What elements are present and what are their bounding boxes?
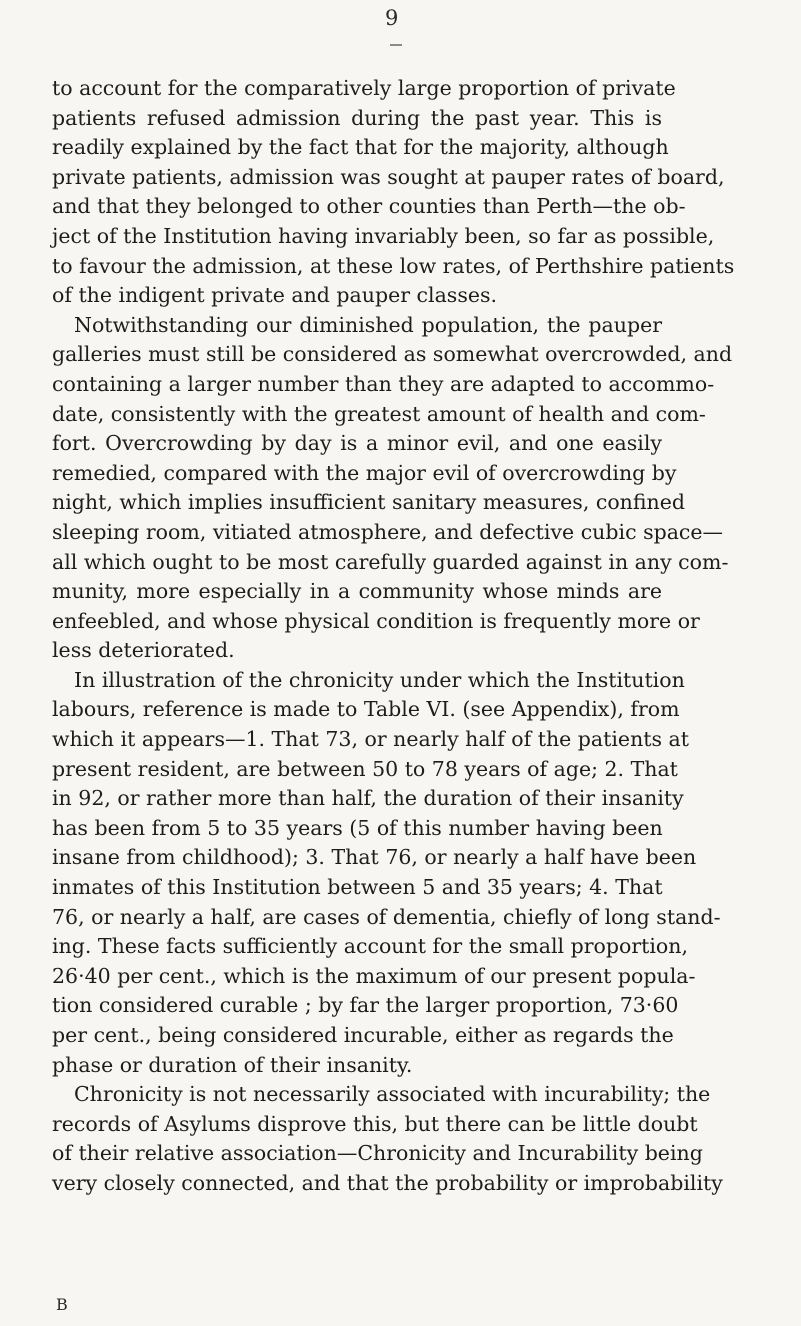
text-line: readily explained by the fact that for the majority, although — [52, 135, 669, 160]
text-line: labours, reference is made to Table VI. (see Appendix), from — [52, 697, 680, 722]
text-line: night, which implies insufficient sanitary measures, confined — [52, 490, 686, 515]
text-line: has been from 5 to 35 years (5 of this number having been — [52, 815, 663, 840]
text-line: In illustration of the chronicity under which the Institution — [74, 667, 685, 692]
text-line: inmates of this Institution between 5 and 35 years; 4. That — [52, 875, 663, 900]
text-line: and that they belonged to other counties than Perth—the ob- — [52, 194, 686, 219]
text-line: 76, or nearly a half, are cases of dementia, chiefly of long stand- — [52, 904, 721, 929]
text-line: of their relative association—Chronicity and Incurability being — [52, 1141, 703, 1166]
text-line: private patients, admission was sought at pauper rates of board, — [52, 164, 725, 189]
paragraph — [52, 1080, 723, 1198]
paragraph — [52, 311, 733, 666]
page-number: 9 — [385, 6, 399, 30]
paragraph — [52, 666, 721, 1080]
paragraph — [52, 74, 735, 311]
header-dash — [390, 44, 402, 46]
text-line: which it appears—1. That 73, or nearly half of the patients at — [52, 727, 690, 752]
text-line: present resident, are between 50 to 78 years of age; 2. That — [52, 756, 678, 781]
text-line: in 92, or rather more than half, the duration of their insanity — [52, 786, 684, 811]
text-line: records of Asylums disprove this, but there can be little doubt — [52, 1111, 698, 1136]
text-line: patients refused admission during the past year. This is — [52, 105, 662, 130]
text-line: fort. Overcrowding by day is a minor evil, and one easily — [52, 431, 662, 456]
text-line: galleries must still be considered as somewhat overcrowded, and — [52, 342, 733, 367]
text-line: less deteriorated. — [52, 638, 235, 663]
text-line: ing. These facts sufficiently account for the small proportion, — [52, 934, 688, 959]
text-line: to account for the comparatively large proportion of private — [52, 76, 676, 100]
text-line: very closely connected, and that the probability or improbability — [52, 1170, 723, 1195]
text-line: phase or duration of their insanity. — [52, 1052, 413, 1077]
text-line: 26·40 per cent., which is the maximum of our present popula- — [52, 963, 696, 988]
text-line: sleeping room, vitiated atmosphere, and defective cubic space— — [52, 519, 724, 544]
text-line: date, consistently with the greatest amount of health and com- — [52, 401, 706, 426]
text-line: Chronicity is not necessarily associated with incurability; the — [74, 1082, 711, 1107]
text-line: Notwithstanding our diminished population, the pauper — [74, 312, 662, 337]
text-line: remedied, compared with the major evil of overcrowding by — [52, 460, 677, 485]
text-line: insane from childhood); 3. That 76, or nearly a half have been — [52, 845, 697, 870]
text-line: ject of the Institution having invariably been, so far as possible, — [52, 223, 715, 248]
text-line: munity, more especially in a community whose minds are — [52, 579, 662, 604]
body-text — [52, 74, 735, 1199]
text-line: to favour the admission, at these low rates, of Perthshire patients — [52, 253, 735, 278]
text-line: all which ought to be most carefully guarded against in any com- — [52, 549, 729, 574]
signature-mark: B — [56, 1295, 68, 1314]
text-line: per cent., being considered incurable, either as regards the — [52, 1023, 674, 1047]
text-line: enfeebled, and whose physical condition is frequently more or — [52, 608, 700, 633]
text-line: containing a larger number than they are adapted to accommo- — [52, 371, 715, 396]
text-line: tion considered curable ; by far the larger proportion, 73·60 — [52, 993, 679, 1018]
text-line: of the indigent private and pauper classes. — [52, 283, 498, 308]
